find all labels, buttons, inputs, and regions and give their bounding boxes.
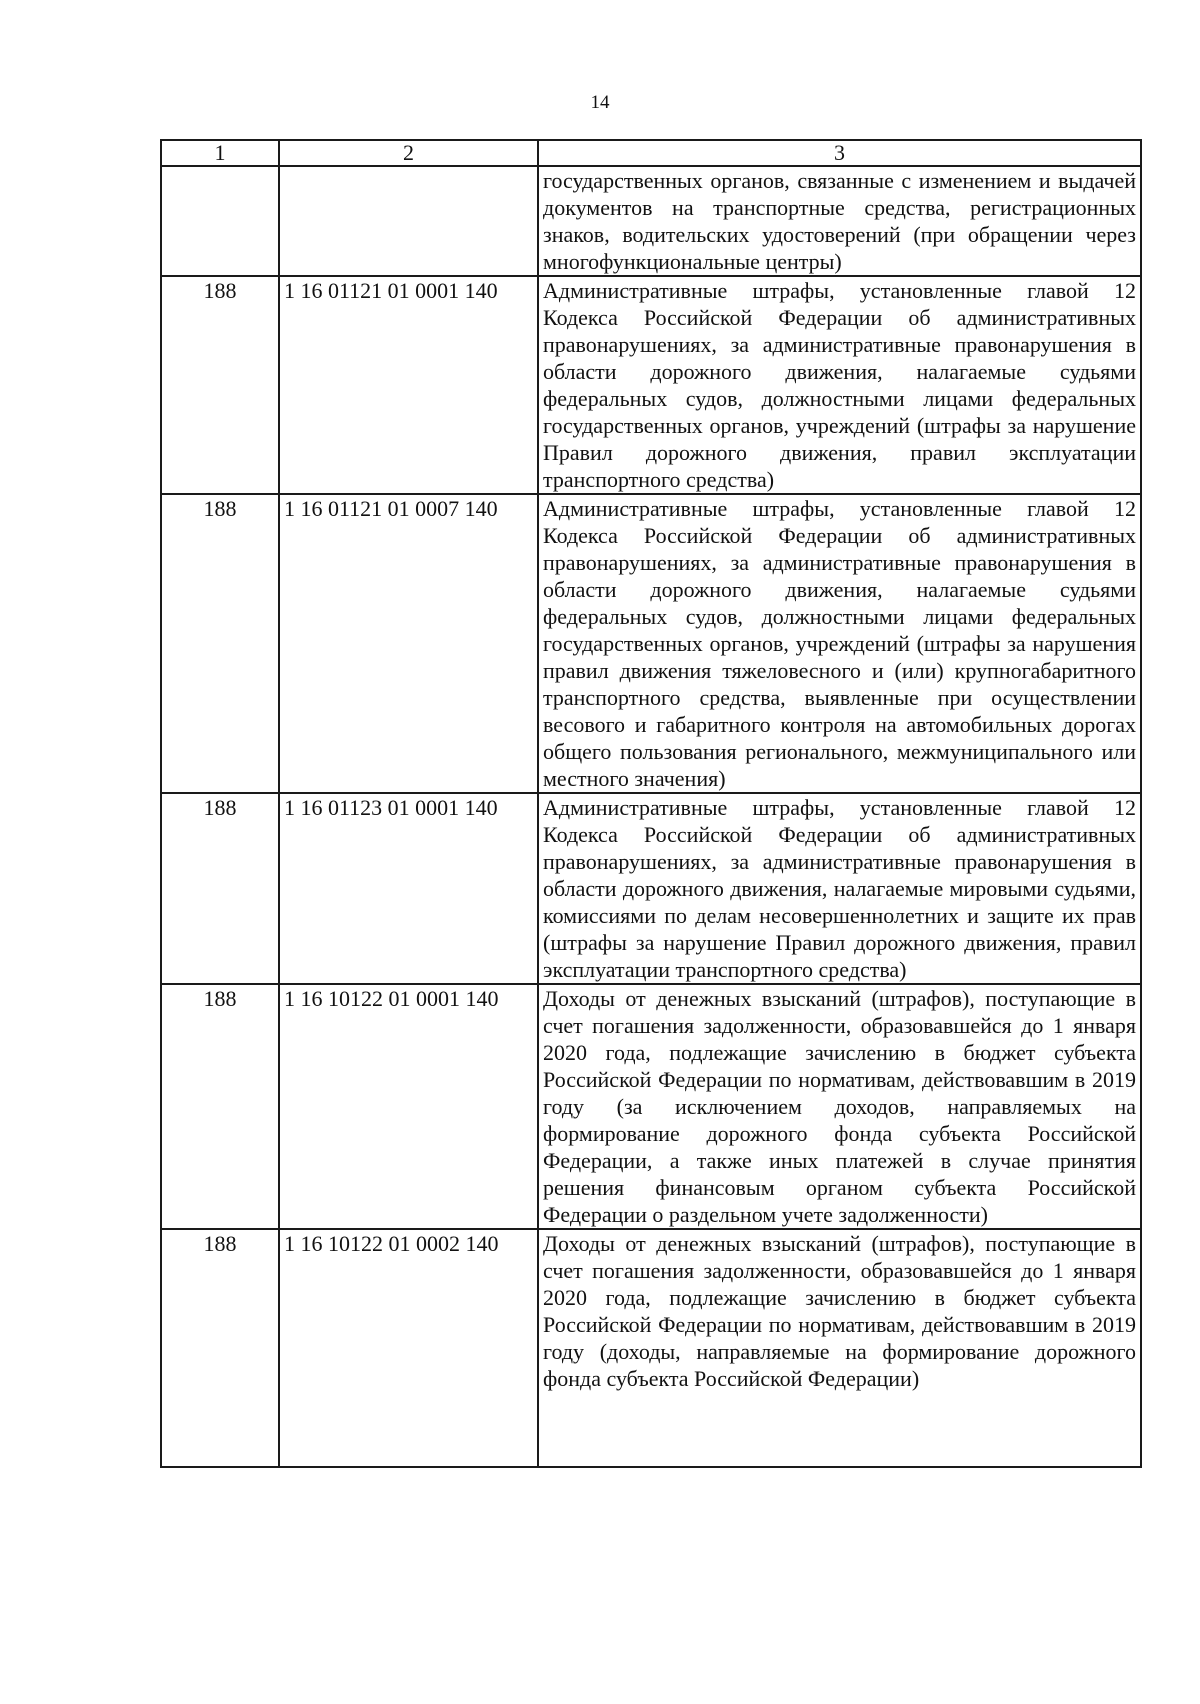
description-cell: Доходы от денежных взысканий (штрафов), поступающие в счет погашения задолженности, образовавшейся до 1 января 2020 года, подлежащие зачислению в бюджет субъекта Российской Федерации по нормативам, действовавшим в 2019 году (доходы, направляемые на формирование дорожного фонда субъекта Российской Федерации) (538, 1229, 1141, 1467)
column-header-1: 1 (161, 140, 279, 166)
description-cell: Доходы от денежных взысканий (штрафов), поступающие в счет погашения задолженности, образовавшейся до 1 января 2020 года, подлежащие зачислению в бюджет субъекта Российской Федерации по нормативам, действовавшим в 2019 году (за исключением доходов, направляемых на формирование дорожного фонда субъекта Российской Федерации, а также иных платежей в случае принятия решения финансовым органом субъекта Российской Федерации о раздельном учете задолженности) (538, 984, 1141, 1229)
admin-code-cell: 188 (161, 984, 279, 1229)
table-header-row (161, 140, 1141, 166)
kbk-table (160, 139, 1142, 1468)
description-cell: Административные штрафы, установленные главой 12 Кодекса Российской Федерации об административных правонарушениях, за административные правонарушения в области дорожного движения, налагаемые судьями федеральных судов, должностными лицами федеральных государственных органов, учреждений (штрафы за нарушение Правил дорожного движения, правил эксплуатации транспортного средства) (538, 276, 1141, 494)
admin-code-cell: 188 (161, 1229, 279, 1467)
kbk-code-cell: 1 16 01123 01 0001 140 (279, 793, 538, 984)
admin-code-cell (161, 166, 279, 276)
table-row (161, 793, 1141, 984)
table-row (161, 494, 1141, 793)
table-row (161, 166, 1141, 276)
kbk-code-cell: 1 16 10122 01 0002 140 (279, 1229, 538, 1467)
column-header-3: 3 (538, 140, 1141, 166)
table-row (161, 1229, 1141, 1467)
column-header-2: 2 (279, 140, 538, 166)
kbk-code-cell (279, 166, 538, 276)
description-cell: Административные штрафы, установленные главой 12 Кодекса Российской Федерации об административных правонарушениях, за административные правонарушения в области дорожного движения, налагаемые судьями федеральных судов, должностными лицами федеральных государственных органов, учреждений (штрафы за нарушения правил движения тяжеловесного и (или) крупногабаритного транспортного средства, выявленные при осуществлении весового и габаритного контроля на автомобильных дорогах общего пользования регионального, межмуниципального или местного значения) (538, 494, 1141, 793)
table-row (161, 276, 1141, 494)
table-row (161, 984, 1141, 1229)
admin-code-cell: 188 (161, 276, 279, 494)
page-number: 14 (590, 92, 610, 113)
kbk-code-cell: 1 16 01121 01 0001 140 (279, 276, 538, 494)
admin-code-cell: 188 (161, 793, 279, 984)
description-cell: Административные штрафы, установленные главой 12 Кодекса Российской Федерации об административных правонарушениях, за административные правонарушения в области дорожного движения, налагаемые мировыми судьями, комиссиями по делам несовершеннолетних и защите их прав (штрафы за нарушение Правил дорожного движения, правил эксплуатации транспортного средства) (538, 793, 1141, 984)
admin-code-cell: 188 (161, 494, 279, 793)
kbk-code-cell: 1 16 01121 01 0007 140 (279, 494, 538, 793)
description-cell: государственных органов, связанные с изменением и выдачей документов на транспортные средства, регистрационных знаков, водительских удостоверений (при обращении через многофункциональные центры) (538, 166, 1141, 276)
kbk-code-cell: 1 16 10122 01 0001 140 (279, 984, 538, 1229)
